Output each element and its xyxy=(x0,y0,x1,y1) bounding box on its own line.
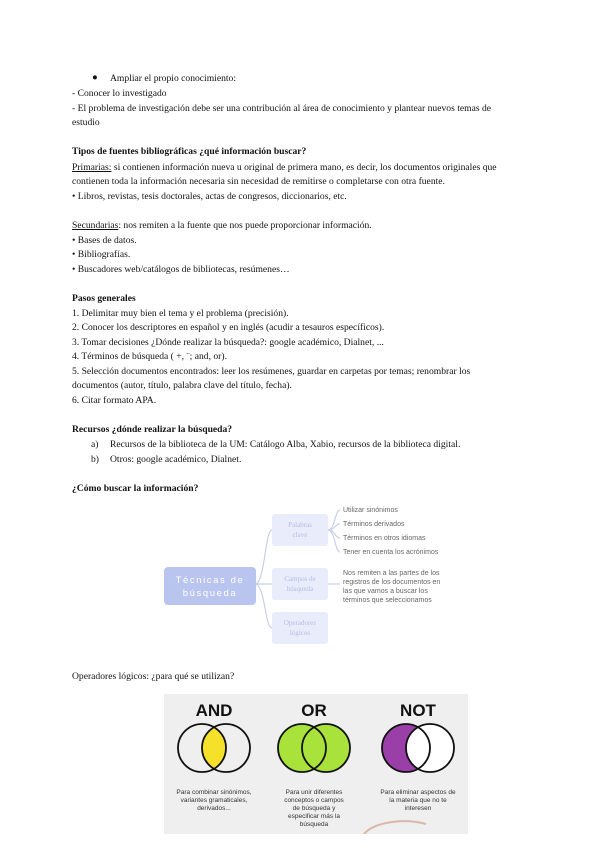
list-item: 1. Delimitar muy bien el tema y el problema (precisión). xyxy=(72,308,289,319)
section-heading: Tipos de fuentes bibliográficas ¿qué información buscar? xyxy=(72,146,307,157)
secundarias-text: : nos remiten a la fuente que nos puede proporcionar información. xyxy=(118,220,372,231)
not-desc: la materia que no te xyxy=(389,797,447,804)
or-title: OR xyxy=(301,701,327,720)
not-desc: interesen xyxy=(404,805,432,812)
mindmap-leaf: Términos derivados xyxy=(343,521,405,528)
mindmap-note: registros de los documentos en xyxy=(343,579,441,586)
list-item: • Bases de datos. xyxy=(72,235,137,246)
and-title: AND xyxy=(195,701,233,720)
branch-label: búsqueda xyxy=(286,585,314,593)
secundarias-paragraph xyxy=(72,220,372,232)
search-techniques-mindmap xyxy=(160,500,490,652)
figure-caption: Operadores lógicos: ¿para qué se utilizan? xyxy=(72,671,235,682)
primarias-text: si contienen información nueva u original de primera mano, es decir, los documentos originales que xyxy=(111,162,497,173)
and-desc: variantes gramaticales, xyxy=(180,797,248,804)
or-desc: de búsqueda y xyxy=(292,805,336,812)
branch-label: Campos de xyxy=(284,575,316,583)
section-heading: Pasos generales xyxy=(72,293,136,304)
list-item: • Libros, revistas, tesis doctorales, actas de congresos, diccionarios, etc. xyxy=(72,191,347,202)
or-desc: Para unir diferentes xyxy=(285,789,343,796)
primarias-paragraph xyxy=(72,162,497,174)
branch-label: Operadores xyxy=(283,619,317,627)
list-item: Recursos de la biblioteca de la UM: Catálogo Alba, Xabio, recursos de la biblioteca digital. xyxy=(110,439,461,450)
branch-label: clave xyxy=(292,531,308,539)
primarias-text-cont: contienen toda la información necesaria sin necesidad de remitirse o completarse con otra fuente. xyxy=(72,176,445,187)
branch-label: lógicos xyxy=(289,629,311,637)
list-item: • Bibliografías. xyxy=(72,249,131,260)
list-item: documentos (autor, título, palabra clave del título, fecha). xyxy=(72,380,292,391)
mindmap-note: términos que seleccionamos xyxy=(343,597,432,604)
list-item: 3. Tomar decisiones ¿Dónde realizar la búsqueda?: google académico, Dialnet, ... xyxy=(72,337,384,348)
and-desc: derivados... xyxy=(197,805,231,812)
list-item: Otros: google académico, Dialnet. xyxy=(110,454,242,465)
branch-label: Palabras xyxy=(288,521,312,529)
list-item: 5. Selección documentos encontrados: leer los resúmenes, guardar en carpetas por temas; renombrar los xyxy=(72,366,471,377)
and-desc: Para combinar sinónimos, xyxy=(176,789,252,796)
or-desc: conceptos o campos xyxy=(284,797,344,804)
mindmap-note: Nos remiten a las partes de los xyxy=(343,570,440,577)
intro-line: estudio xyxy=(72,117,100,128)
section-heading: Recursos ¿dónde realizar la búsqueda? xyxy=(72,424,233,435)
intro-line: - El problema de investigación debe ser una contribución al área de conocimiento y plantear nuevos temas de xyxy=(72,103,492,114)
logical-operators-figure xyxy=(164,694,468,834)
mindmap-leaf: Utilizar sinónimos xyxy=(343,507,398,514)
or-desc: búsqueda xyxy=(299,821,329,828)
list-marker: a) xyxy=(91,439,99,450)
intro-bullet: Ampliar el propio conocimiento: xyxy=(110,73,237,84)
section-heading: ¿Cómo buscar la información? xyxy=(72,483,199,494)
list-item: 4. Términos de búsqueda ( +, ¨; and, or). xyxy=(72,351,227,362)
list-marker: b) xyxy=(91,454,99,465)
mindmap-note: las que vamos a buscar los xyxy=(343,588,428,595)
primarias-label: Primarias: xyxy=(72,162,112,173)
list-item: 2. Conocer los descriptores en español y en inglés (acudir a tesauros específicos). xyxy=(72,322,385,333)
list-item: 6. Citar formato APA. xyxy=(72,395,157,406)
mindmap-leaf: Términos en otros idiomas xyxy=(343,535,426,542)
bullet-dot: ● xyxy=(92,72,98,83)
mindmap-leaf: Tener en cuenta los acrónimos xyxy=(343,549,439,556)
secundarias-label: Secundarias xyxy=(72,220,119,231)
mindmap-root-label: Técnicas de xyxy=(175,575,245,586)
mindmap-branch-node xyxy=(272,514,328,546)
mindmap-root-node xyxy=(164,567,256,605)
mindmap-branch-node xyxy=(272,568,328,600)
not-title: NOT xyxy=(400,701,436,720)
intro-line: - Conocer lo investigado xyxy=(72,88,167,99)
not-desc: Para eliminar aspectos de xyxy=(380,789,456,796)
mindmap-root-label: búsqueda xyxy=(182,588,238,599)
mindmap-branch-node xyxy=(272,612,328,644)
or-desc: especificar más la xyxy=(287,813,341,820)
list-item: • Buscadores web/catálogos de bibliotecas, resúmenes… xyxy=(72,264,290,275)
